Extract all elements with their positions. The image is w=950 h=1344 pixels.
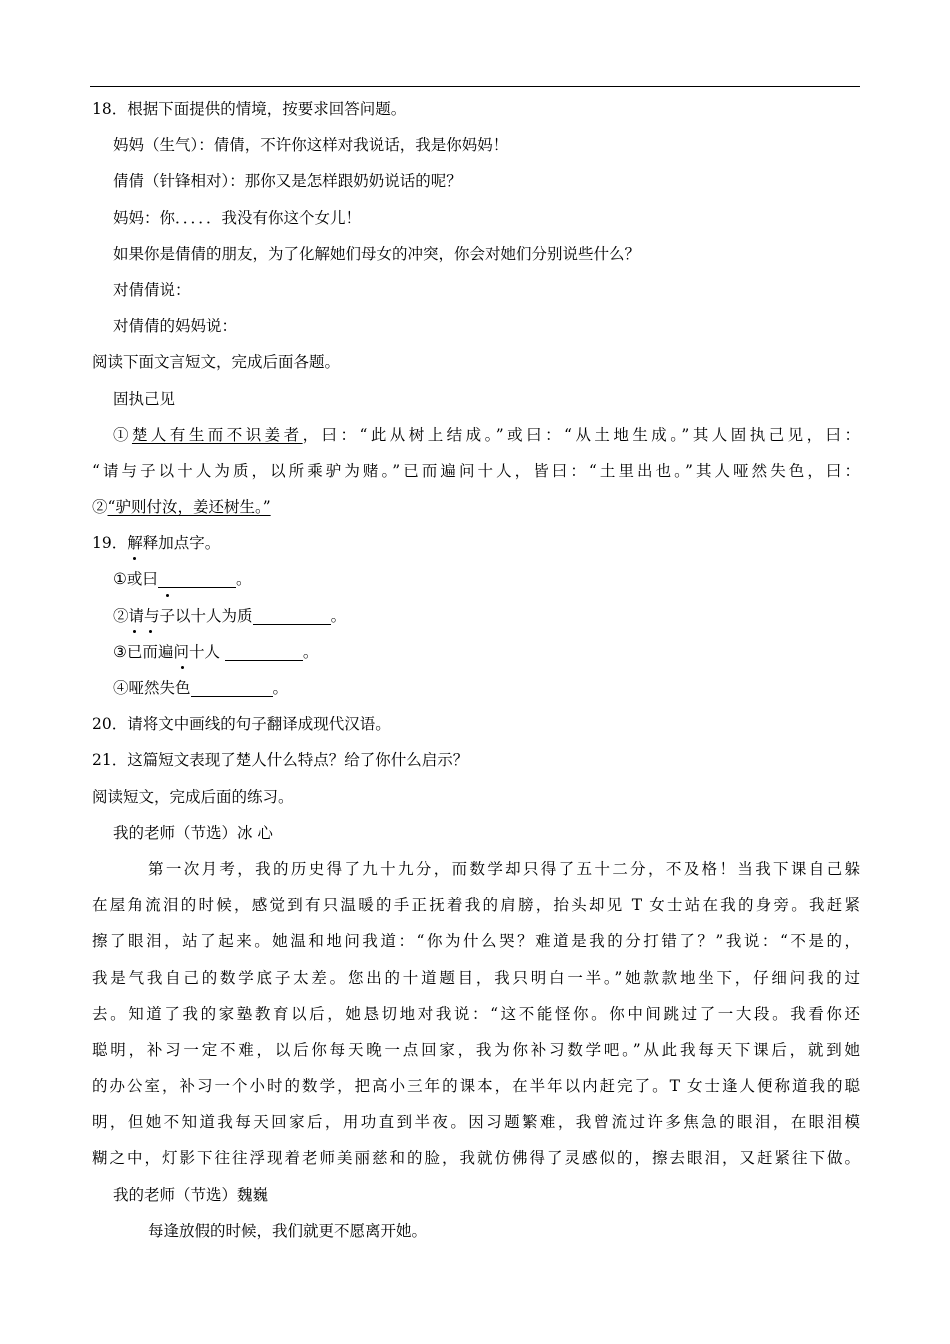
- answer-label-qianqian: 对倩倩说：: [113, 280, 191, 299]
- question-19-item-2: [92, 598, 860, 634]
- classical-text: ，曰：“此从树上结成。”或曰：“从土地生成。”其人固执己见，曰：: [302, 425, 860, 444]
- classical-line-1: [92, 417, 860, 453]
- article-line: 擦了眼泪，站了起来。她温和地问我道：“你为什么哭？难道是我的分打错了？”我说：“不是的，: [92, 932, 860, 951]
- item-number: ③: [113, 642, 127, 661]
- question-20: 20．请将文中画线的句子翻译成现代汉语。: [92, 715, 391, 734]
- article-title-2: 我的老师（节选）魏巍: [113, 1185, 269, 1204]
- item-text: 哑然失: [128, 679, 176, 697]
- article-line: 我是气我自己的数学底子太差。您出的十道题目，我只明白一半。”她款款地坐下，仔细问我的过: [92, 968, 860, 987]
- item-end: 。: [235, 570, 252, 589]
- dialogue-line: 倩倩（针锋相对）：那你又是怎样跟奶奶说话的呢？: [113, 172, 462, 191]
- classical-line-3: [92, 489, 860, 525]
- article-line: 在屋角流泪的时候，感觉到有只温暖的手正抚着我的肩膀，抬头却见 T 女士站在我的身旁。我赶紧: [92, 896, 860, 915]
- answer-blank[interactable]: [158, 569, 236, 588]
- item-text: 以十人为质: [175, 606, 253, 625]
- modern-intro: 阅读短文，完成后面的练习。: [92, 787, 294, 806]
- question-18-heading: 18．根据下面提供的情境，按要求回答问题。: [92, 100, 407, 118]
- article-line: 去。知道了我的家塾教育以后，她恳切地对我说：“这不能怪你。你中间跳过了一大段。我看你还: [92, 1004, 860, 1023]
- underlined-sentence-2: “驴则付汝，姜还树生。”: [107, 498, 271, 517]
- underlined-sentence-1: 楚人有生而不识姜者: [131, 425, 303, 444]
- item-number: ②: [113, 606, 129, 625]
- item-number: ④: [113, 679, 129, 697]
- item-number: ①: [113, 570, 127, 589]
- dotted-char: 色: [175, 670, 191, 706]
- dotted-char: 而: [142, 634, 158, 670]
- sentence-number: ②: [92, 498, 108, 517]
- question-21: 21．这篇短文表现了楚人什么特点？给了你什么启示？: [92, 751, 469, 770]
- document-body: [92, 91, 860, 1249]
- article-line: 明，但她不知道我每天回家后，用功直到半夜。因习题繁难，我曾流过许多焦急的眼泪，在眼泪模: [92, 1113, 860, 1132]
- question-19-item-1: [92, 561, 860, 597]
- question-19-item-4: [92, 670, 860, 706]
- dotted-char: 子: [160, 598, 176, 634]
- article-line: 聪明，补习一定不难，以后你每天晚一点回家，我为你补习数学吧。”从此我每天下课后，就到她: [92, 1040, 860, 1059]
- classical-line-2: “请与子以十人为质，以所乘驴为赌。”已而遍问十人，皆曰：“土里出也。”其人哑然失色，曰：: [92, 461, 860, 480]
- dialogue-line: 妈妈：你．．．．．我没有你这个女儿！: [113, 208, 362, 227]
- question-19-item-3: [92, 634, 860, 670]
- article-title-1: 我的老师（节选）冰 心: [113, 823, 273, 842]
- item-text: 曰: [142, 570, 158, 589]
- classical-title: 固执己见: [113, 389, 176, 408]
- item-end: 。: [302, 642, 319, 661]
- question-19-heading: 19．解释加点字。: [92, 534, 221, 553]
- answer-blank[interactable]: [191, 678, 273, 697]
- header-rule: [90, 86, 860, 87]
- article-line: 第一次月考，我的历史得了九十九分，而数学却只得了五十二分，不及格！当我下课自己躲: [148, 859, 860, 878]
- answer-label-mother: 对倩倩的妈妈说：: [113, 317, 238, 336]
- article-line: 糊之中，灯影下往往浮现着老师美丽慈和的脸，我就仿佛得了灵感似的，擦去眼泪，又赶紧往下做。: [92, 1149, 860, 1168]
- item-text: 请与: [128, 606, 160, 625]
- article-line: 每逢放假的时候，我们就更不愿离开她。: [148, 1221, 428, 1240]
- article-line: 的办公室，补习一个小时的数学，把高小三年的课本，在半年以内赶完了。T 女士逢人便称道我的聪: [92, 1077, 860, 1096]
- item-end: 。: [330, 606, 347, 625]
- dotted-char: 已: [127, 634, 143, 670]
- question-18-prompt: 如果你是倩倩的朋友，为了化解她们母女的冲突，你会对她们分别说些什么？: [113, 244, 641, 263]
- dotted-char: 或: [127, 561, 143, 597]
- item-end: 。: [272, 679, 289, 697]
- item-text: 遍问十人: [157, 642, 225, 661]
- classical-intro: 阅读下面文言短文，完成后面各题。: [92, 353, 341, 372]
- dialogue-line: 妈妈（生气）：倩倩，不许你这样对我说话，我是你妈妈！: [113, 136, 509, 155]
- answer-blank[interactable]: [225, 642, 303, 661]
- sentence-number: ①: [113, 425, 132, 444]
- answer-blank[interactable]: [253, 606, 331, 625]
